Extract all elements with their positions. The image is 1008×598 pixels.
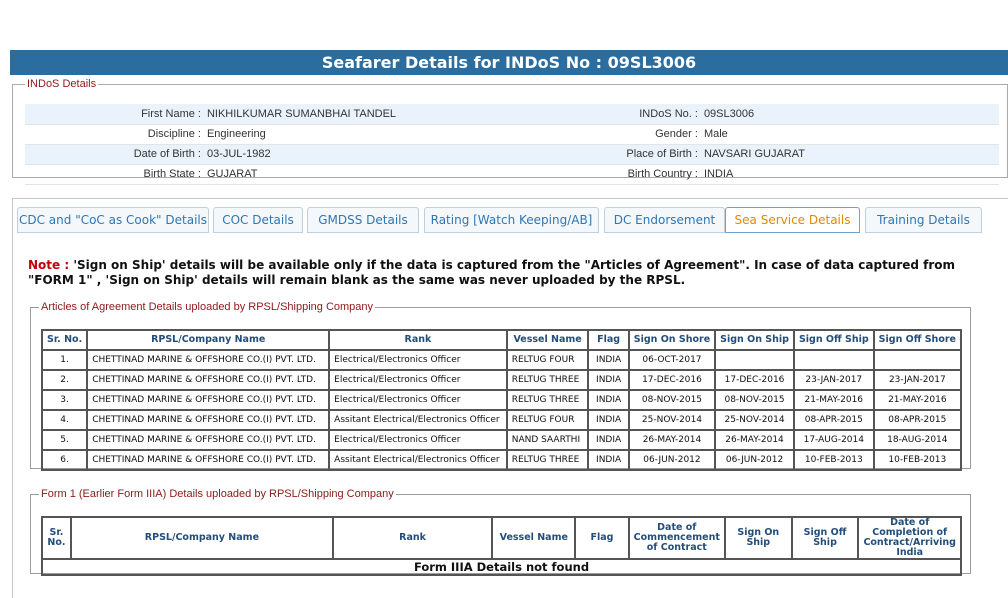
- table-cell: 25-NOV-2014: [629, 410, 715, 430]
- table-cell: [715, 350, 794, 370]
- column-header: Flag: [575, 517, 628, 559]
- column-header: Rank: [329, 330, 507, 350]
- tab-gmdss-details[interactable]: GMDSS Details: [307, 207, 419, 233]
- table-cell: INDIA: [588, 350, 628, 370]
- table-cell: 4.: [42, 410, 87, 430]
- indos-label: Birth Country :: [627, 168, 698, 180]
- table-cell: 5.: [42, 430, 87, 450]
- table-cell: CHETTINAD MARINE & OFFSHORE CO.(I) PVT. LTD.: [87, 410, 329, 430]
- sign-on-ship-note: [28, 258, 978, 288]
- column-header: Sr. No.: [42, 517, 71, 559]
- table-cell: CHETTINAD MARINE & OFFSHORE CO.(I) PVT. LTD.: [87, 370, 329, 390]
- column-header: Flag: [588, 330, 628, 350]
- table-cell: 6.: [42, 450, 87, 470]
- note-text: 'Sign on Ship' details will be available only if the data is captured from the "Articles of Agreement". In case of data captured from "FORM 1" , 'Sign on Ship' details will remain blank as the same was never uploaded by the RPSL.: [28, 258, 956, 287]
- form1-not-found: Form IIIA Details not found: [42, 559, 961, 575]
- page-title: Seafarer Details for INDoS No : 09SL3006: [10, 50, 1008, 75]
- indos-label: Birth State :: [143, 168, 201, 180]
- indos-label: Discipline :: [147, 128, 201, 140]
- table-cell: 06-OCT-2017: [629, 350, 715, 370]
- table-cell: 10-FEB-2013: [794, 450, 874, 470]
- table-cell: Electrical/Electronics Officer: [329, 350, 507, 370]
- table-cell: NAND SAARTHI: [507, 430, 589, 450]
- table-cell: [794, 350, 874, 370]
- indos-value: 03-JUL-1982: [204, 144, 502, 164]
- indos-label: INDoS No. :: [502, 104, 701, 124]
- table-cell: 21-MAY-2016: [874, 390, 961, 410]
- tab-cdc-and-coc-as-cook-details[interactable]: CDC and "CoC as Cook" Details: [17, 207, 209, 233]
- table-cell: 26-MAY-2014: [715, 430, 794, 450]
- table-cell: INDIA: [588, 370, 628, 390]
- indos-row: [25, 164, 999, 184]
- table-cell: 25-NOV-2014: [715, 410, 794, 430]
- column-header: Sign Off Shore: [874, 330, 961, 350]
- indos-details-table: [25, 104, 999, 185]
- table-cell: 06-JUN-2012: [629, 450, 715, 470]
- indos-value: Male: [703, 128, 728, 140]
- table-row: [42, 450, 961, 470]
- table-cell: 10-FEB-2013: [874, 450, 961, 470]
- indos-value: GUJARAT: [206, 168, 258, 180]
- table-cell: Assitant Electrical/Electronics Officer: [329, 410, 507, 430]
- table-cell: RELTUG FOUR: [507, 350, 589, 370]
- column-header: Sign On Ship: [715, 330, 794, 350]
- indos-value: NIKHILKUMAR SUMANBHAI TANDEL: [204, 104, 502, 124]
- form1-panel: [30, 488, 971, 574]
- articles-of-agreement-panel: [30, 301, 971, 469]
- tab-coc-details[interactable]: COC Details: [213, 207, 303, 233]
- table-cell: 08-APR-2015: [794, 410, 874, 430]
- form1-legend: Form 1 (Earlier Form IIIA) Details uploaded by RPSL/Shipping Company: [41, 488, 394, 500]
- table-cell: [874, 350, 961, 370]
- table-cell: 08-APR-2015: [874, 410, 961, 430]
- form1-table: [41, 516, 962, 576]
- indos-value: 09SL3006: [701, 104, 999, 124]
- tab-training-details[interactable]: Training Details: [865, 207, 982, 233]
- table-cell: Electrical/Electronics Officer: [329, 370, 507, 390]
- articles-table: [41, 329, 962, 471]
- table-cell: 1.: [42, 350, 87, 370]
- table-cell: RELTUG THREE: [507, 450, 589, 470]
- table-cell: CHETTINAD MARINE & OFFSHORE CO.(I) PVT. LTD.: [87, 390, 329, 410]
- column-header: Sr. No.: [42, 330, 87, 350]
- indos-value: INDIA: [703, 168, 734, 180]
- table-cell: 08-NOV-2015: [715, 390, 794, 410]
- indos-row: [25, 104, 999, 124]
- note-label: Note :: [28, 258, 70, 272]
- indos-value: Engineering: [206, 128, 266, 140]
- tab-rating-watch-keeping-ab[interactable]: Rating [Watch Keeping/AB]: [424, 207, 599, 233]
- table-cell: 18-AUG-2014: [874, 430, 961, 450]
- table-row: [42, 430, 961, 450]
- table-cell: 17-AUG-2014: [794, 430, 874, 450]
- indos-value: NAVSARI GUJARAT: [701, 144, 999, 164]
- indos-label: Place of Birth :: [502, 144, 701, 164]
- indos-details-legend: INDoS Details: [27, 78, 97, 90]
- table-cell: 06-JUN-2012: [715, 450, 794, 470]
- table-cell: 21-MAY-2016: [794, 390, 874, 410]
- table-cell: 26-MAY-2014: [629, 430, 715, 450]
- indos-row: [25, 124, 999, 144]
- tab-dc-endorsement[interactable]: DC Endorsement: [604, 207, 725, 233]
- table-cell: 23-JAN-2017: [794, 370, 874, 390]
- table-cell: 08-NOV-2015: [629, 390, 715, 410]
- indos-details-panel: [12, 78, 1008, 178]
- table-cell: CHETTINAD MARINE & OFFSHORE CO.(I) PVT. LTD.: [87, 350, 329, 370]
- table-cell: 17-DEC-2016: [629, 370, 715, 390]
- indos-label: First Name :: [25, 104, 204, 124]
- table-cell: RELTUG FOUR: [507, 410, 589, 430]
- column-header: Date of Completion of Contract/Arriving India: [858, 517, 961, 559]
- column-header: RPSL/Company Name: [71, 517, 333, 559]
- table-cell: INDIA: [588, 430, 628, 450]
- column-header: Vessel Name: [492, 517, 575, 559]
- table-cell: CHETTINAD MARINE & OFFSHORE CO.(I) PVT. LTD.: [87, 430, 329, 450]
- form1-empty-row: [42, 559, 961, 575]
- table-cell: RELTUG THREE: [507, 390, 589, 410]
- table-cell: 17-DEC-2016: [715, 370, 794, 390]
- column-header: Sign Off Ship: [794, 330, 874, 350]
- column-header: RPSL/Company Name: [87, 330, 329, 350]
- table-cell: Assitant Electrical/Electronics Officer: [329, 450, 507, 470]
- table-row: [42, 350, 961, 370]
- column-header: Sign Off Ship: [792, 517, 859, 559]
- table-cell: 2.: [42, 370, 87, 390]
- column-header: Vessel Name: [507, 330, 589, 350]
- table-row: [42, 410, 961, 430]
- indos-row: [25, 144, 999, 164]
- table-cell: RELTUG THREE: [507, 370, 589, 390]
- table-cell: INDIA: [588, 450, 628, 470]
- indos-label: Date of Birth :: [25, 144, 204, 164]
- column-header: Sign On Shore: [629, 330, 715, 350]
- column-header: Rank: [333, 517, 492, 559]
- table-cell: 3.: [42, 390, 87, 410]
- table-cell: Electrical/Electronics Officer: [329, 390, 507, 410]
- table-cell: INDIA: [588, 390, 628, 410]
- table-row: [42, 390, 961, 410]
- tab-sea-service-details[interactable]: Sea Service Details: [725, 207, 860, 233]
- table-row: [42, 370, 961, 390]
- table-cell: Electrical/Electronics Officer: [329, 430, 507, 450]
- column-header: Date of Commencement of Contract: [629, 517, 725, 559]
- table-cell: CHETTINAD MARINE & OFFSHORE CO.(I) PVT. LTD.: [87, 450, 329, 470]
- table-cell: INDIA: [588, 410, 628, 430]
- column-header: Sign On Ship: [725, 517, 792, 559]
- indos-label: Gender :: [655, 128, 698, 140]
- table-cell: 23-JAN-2017: [874, 370, 961, 390]
- articles-legend: Articles of Agreement Details uploaded by RPSL/Shipping Company: [41, 301, 374, 313]
